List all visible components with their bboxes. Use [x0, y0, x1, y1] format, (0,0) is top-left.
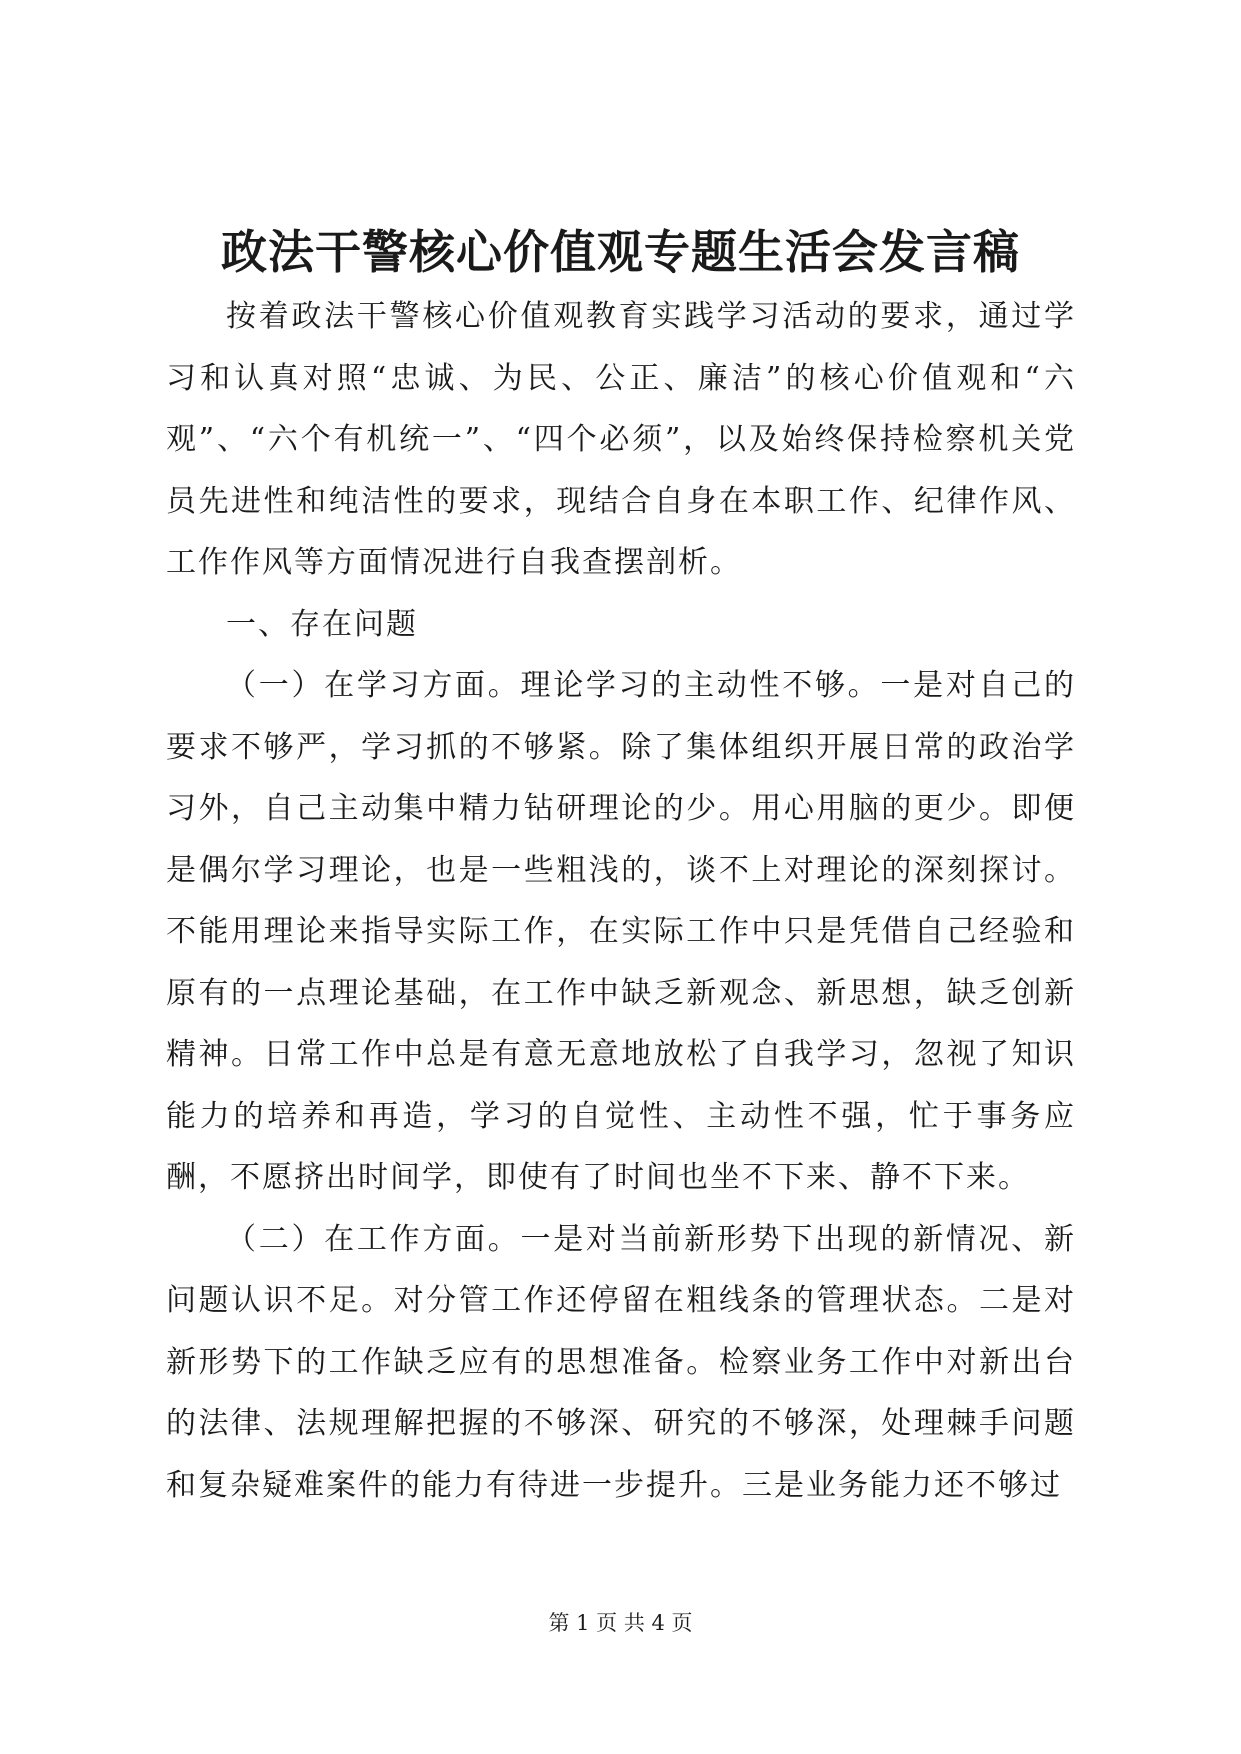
work-paragraph: （二）在工作方面。一是对当前新形势下出现的新情况、新问题认识不足。对分管工作还停留在粗线条的管理状态。二是对新形势下的工作缺乏应有的思想准备。检察业务工作中对新出台的法律、法规理解把握的不够深、研究的不够深，处理棘手问题和复杂疑难案件的能力有待进一步提升。三是业务能力还不够过 [166, 1221, 1076, 1503]
page-number: 第 1 页 共 4 页 [548, 1611, 693, 1635]
page-footer [0, 1608, 1241, 1638]
intro-paragraph: 按着政法干警核心价值观教育实践学习活动的要求，通过学习和认真对照“忠诚、为民、公正、廉洁”的核心价值观和“六观”、“六个有机统一”、“四个必须”，以及始终保持检察机关党员先进性和纯洁性的要求，现结合自身在本职工作、纪律作风、工作作风等方面情况进行自我查摆剖析。 [166, 299, 1076, 580]
study-paragraph: （一）在学习方面。理论学习的主动性不够。一是对自己的要求不够严，学习抓的不够紧。除了集体组织开展日常的政治学习外，自己主动集中精力钻研理论的少。用心用脑的更少。即便是偶尔学习理论，也是一些粗浅的，谈不上对理论的深刻探讨。不能用理论来指导实际工作，在实际工作中只是凭借自己经验和原有的一点理论基础，在工作中缺乏新观念、新思想，缺乏创新精神。日常工作中总是有意无意地放松了自我学习，忽视了知识能力的培养和再造，学习的自觉性、主动性不强，忙于事务应酬，不愿挤出时间学，即使有了时间也坐不下来、静不下来。 [166, 668, 1076, 1195]
section-heading-problems: 一、存在问题 [226, 606, 418, 642]
document-title: 政法干警核心价值观专题生活会发言稿 [221, 225, 1020, 279]
document-body [166, 286, 1076, 1516]
